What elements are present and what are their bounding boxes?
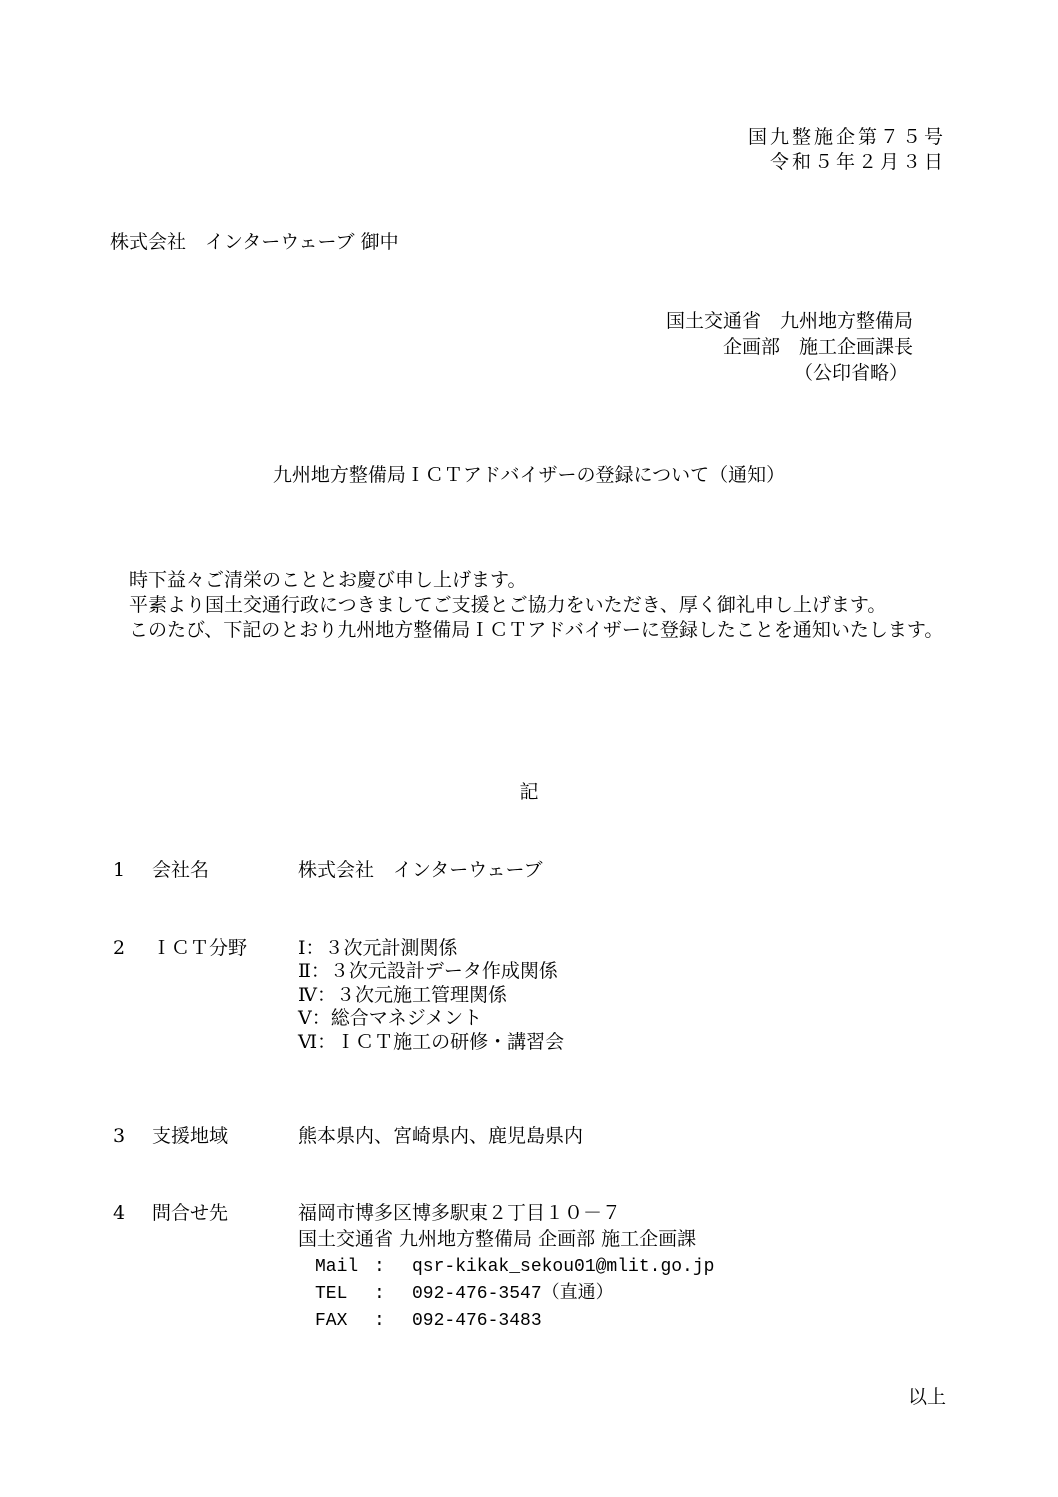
ict-field-item: Ⅰ：３次元計測関係 xyxy=(298,937,458,959)
body-paragraph-notice: このたび、下記のとおり九州地方整備局ＩＣＴアドバイザーに登録したことを通知いたします。 xyxy=(129,619,944,641)
ki-heading: 記 xyxy=(519,781,539,803)
contact-address: 福岡市博多区博多駅東２丁目１０－７ xyxy=(298,1202,622,1224)
contact-label: 問合せ先 xyxy=(152,1202,229,1224)
mail-key: Mail xyxy=(315,1257,359,1277)
seal-omitted-note: （公印省略） xyxy=(793,362,908,384)
mail-address: qsr-kikak_sekou01@mlit.go.jp xyxy=(412,1257,715,1277)
fax-separator: : xyxy=(374,1311,385,1331)
contact-organization: 国土交通省 九州地方整備局 企画部 施工企画課 xyxy=(298,1228,697,1250)
recipient: 株式会社 インターウェーブ 御中 xyxy=(110,231,399,253)
ict-field-item: Ⅳ：３次元施工管理関係 xyxy=(298,984,507,1006)
sender-organization: 国土交通省 九州地方整備局 xyxy=(665,310,913,332)
closing-mark: 以上 xyxy=(907,1386,946,1408)
ict-field-item: Ⅱ：３次元設計データ作成関係 xyxy=(298,960,558,982)
tel-key: TEL xyxy=(315,1284,348,1304)
support-region-value: 熊本県内、宮崎県内、鹿児島県内 xyxy=(298,1125,584,1147)
item-number: 1 xyxy=(113,859,126,881)
body-text xyxy=(110,568,945,643)
item-number: 2 xyxy=(113,937,126,959)
sender-department: 企画部 施工企画課長 xyxy=(722,336,913,358)
ict-field-item: Ⅴ：総合マネジメント xyxy=(298,1007,483,1029)
fax-number: 092-476-3483 xyxy=(412,1311,542,1331)
body-paragraph-thanks: 平素より国土交通行政につきましてご支援とご協力をいただき、厚く御礼申し上げます。 xyxy=(129,594,887,616)
ict-field-label: ＩＣＴ分野 xyxy=(152,937,248,959)
body-paragraph-greeting: 時下益々ご清栄のこととお慶び申し上げます。 xyxy=(129,569,527,591)
company-name-value: 株式会社 インターウェーブ xyxy=(298,859,543,881)
mail-separator: : xyxy=(374,1257,385,1277)
ict-field-item: Ⅵ：ＩＣＴ施工の研修・講習会 xyxy=(298,1031,565,1053)
company-name-label: 会社名 xyxy=(152,859,210,881)
document-date: 令和５年２月３日 xyxy=(769,151,946,173)
document-number: 国九整施企第７５号 xyxy=(747,126,946,148)
item-number: 3 xyxy=(113,1125,126,1147)
tel-number: 092-476-3547（直通） xyxy=(412,1284,614,1304)
tel-separator: : xyxy=(374,1284,385,1304)
item-number: 4 xyxy=(113,1202,126,1224)
support-region-label: 支援地域 xyxy=(152,1125,229,1147)
document-title: 九州地方整備局ＩＣＴアドバイザーの登録について（通知） xyxy=(272,464,786,486)
fax-key: FAX xyxy=(315,1311,348,1331)
